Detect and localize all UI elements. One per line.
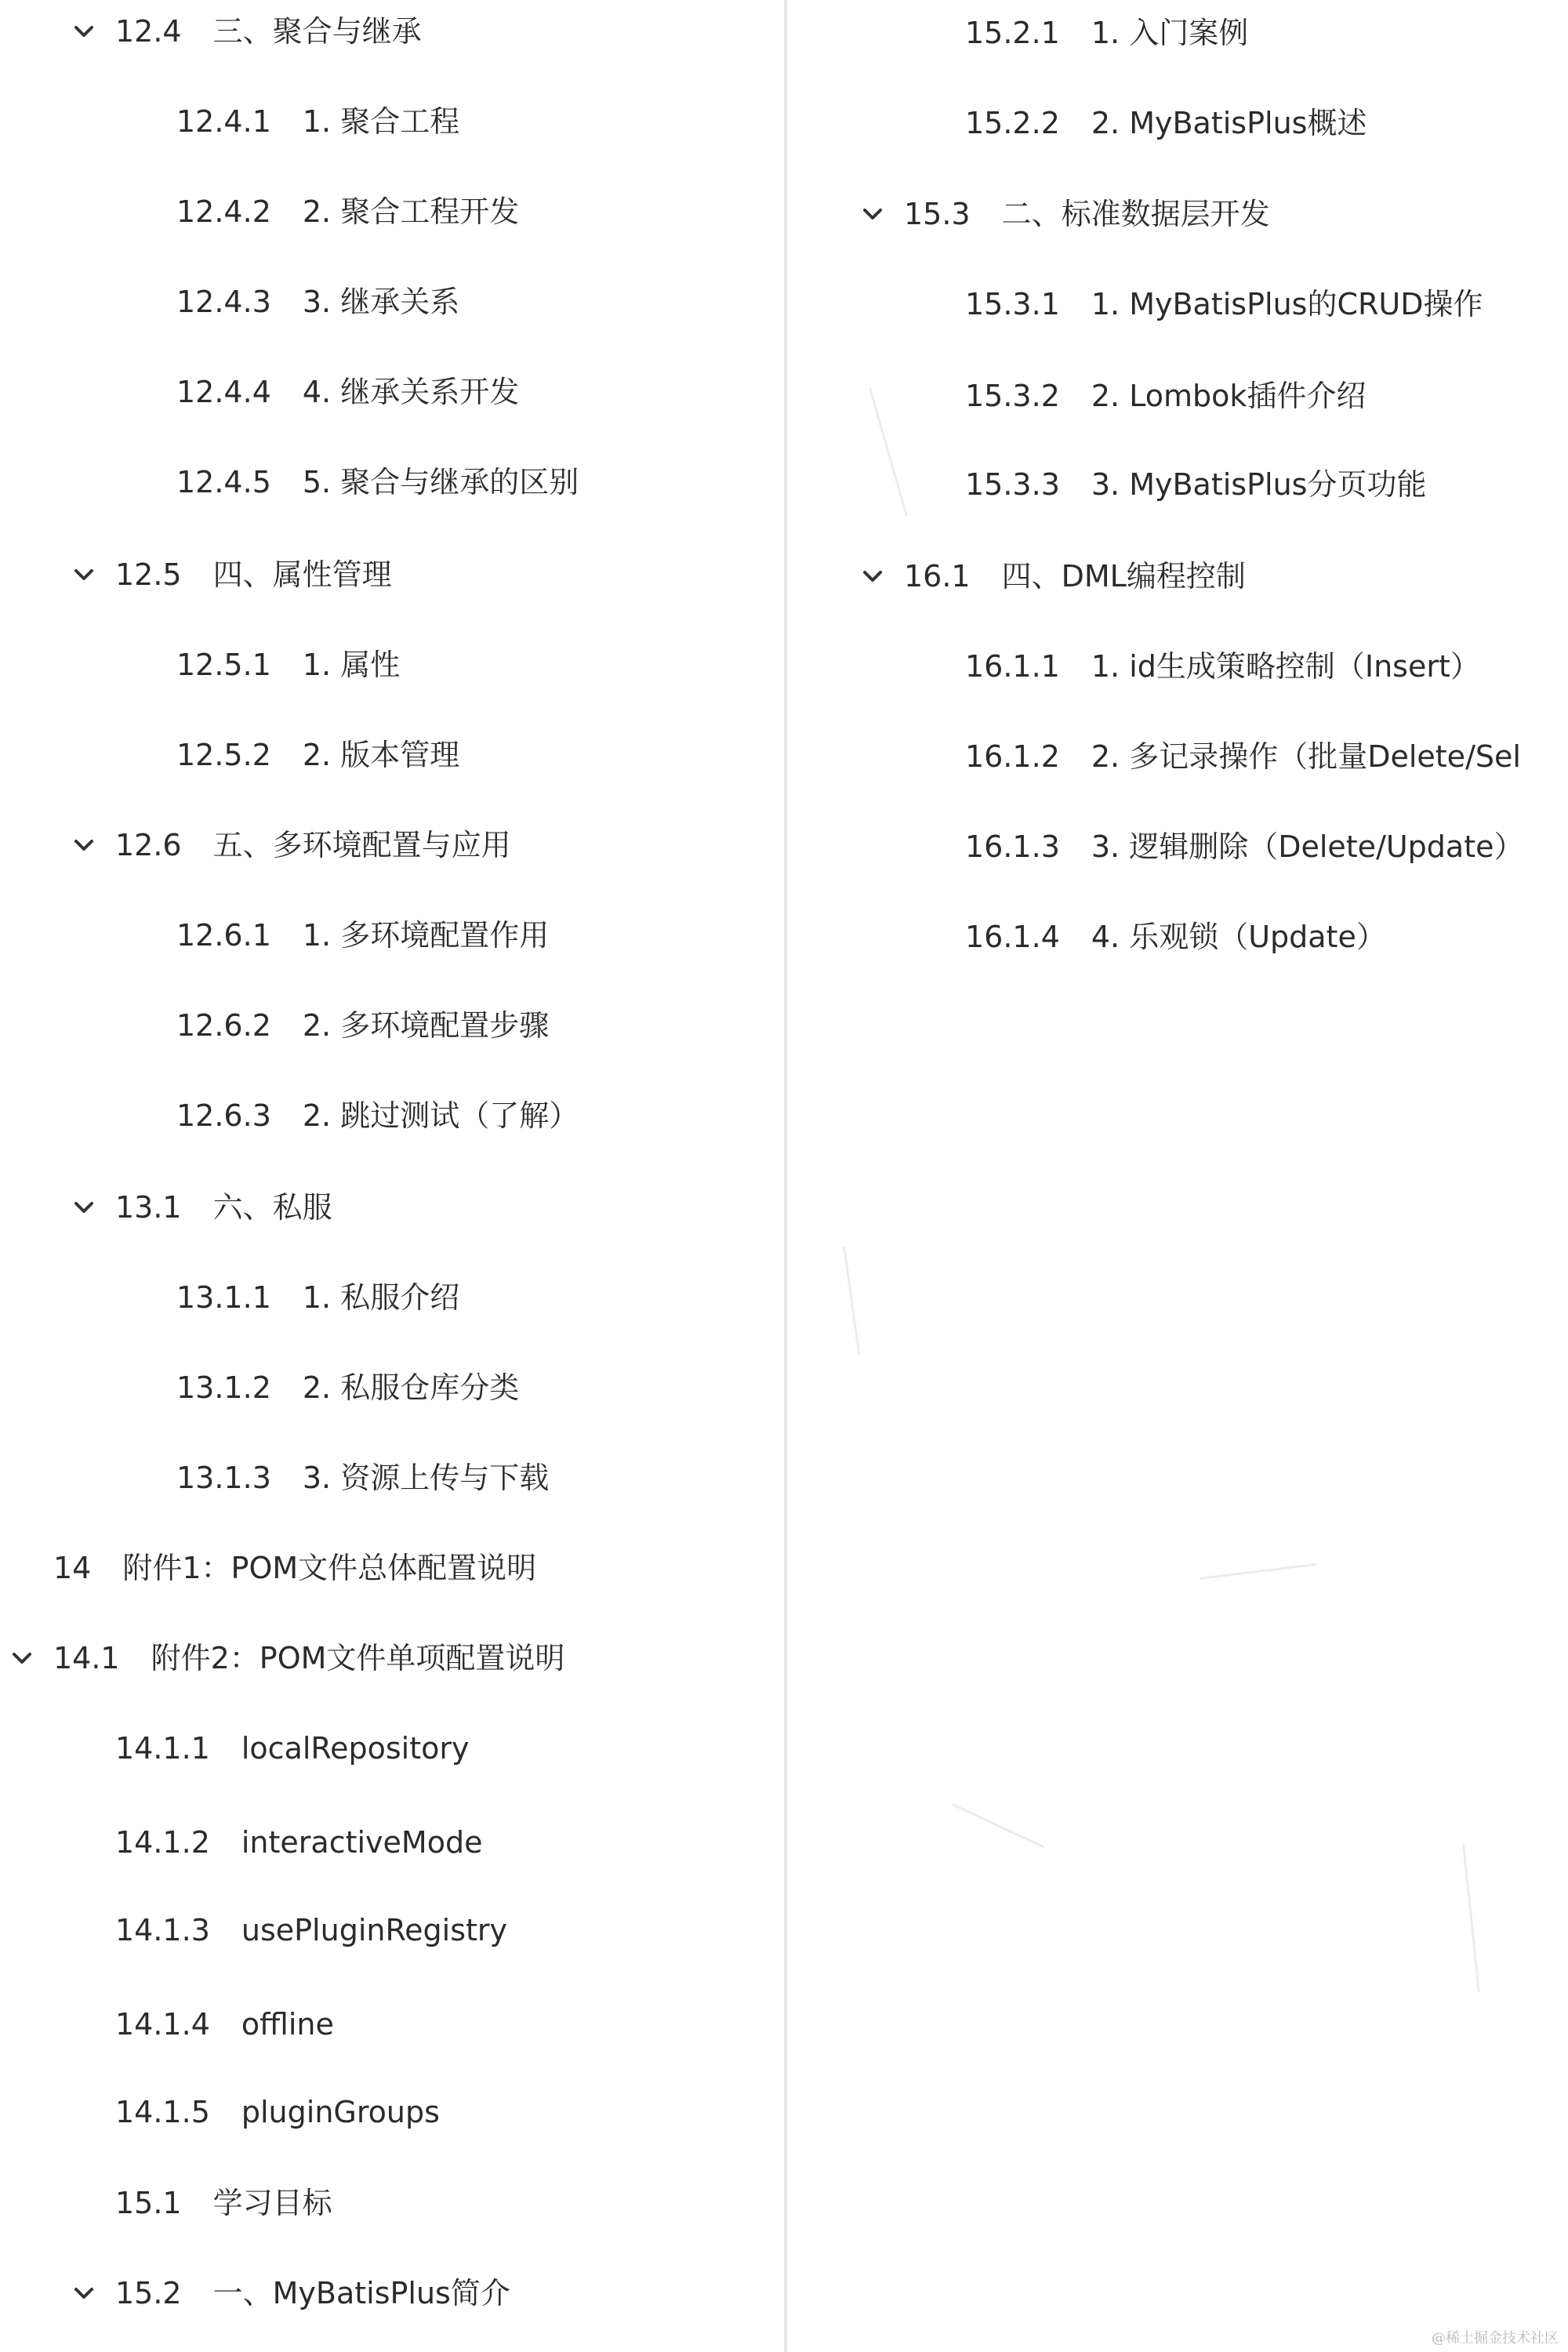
toc-item-number: 15.3.3 — [965, 467, 1060, 502]
toc-column-right — [789, 0, 1568, 2352]
chevron-down-icon[interactable] — [68, 822, 100, 869]
toc-item-number: 12.4.4 — [176, 375, 271, 409]
toc-item-number: 14.1.5 — [115, 2095, 210, 2129]
toc-item-title: 三、聚合与继承 — [212, 14, 422, 49]
toc-item-number: 15.3.2 — [965, 379, 1060, 413]
toc-item-title: 3. MyBatisPlus分页功能 — [1091, 467, 1427, 502]
toc-item-number: 12.4.3 — [176, 285, 271, 319]
chevron-down-icon[interactable] — [857, 553, 888, 600]
toc-item-number: 16.1.1 — [965, 649, 1060, 684]
chevron-down-icon[interactable] — [857, 191, 888, 238]
toc-item-number: 14.1.4 — [115, 2007, 210, 2042]
toc-item-number: 16.1.4 — [965, 920, 1060, 954]
watermark: @稀土掘金技术社区 — [1432, 2330, 1559, 2347]
toc-item-title: 附件2：POM文件单项配置说明 — [151, 1641, 565, 1675]
toc-item-number: 16.1.2 — [965, 739, 1060, 774]
toc-item-title: 五、多环境配置与应用 — [212, 828, 511, 862]
toc-item-number: 13.1.1 — [176, 1280, 271, 1315]
toc-item-number: 14.1 — [53, 1641, 120, 1675]
toc-item-title: 3. 逻辑删除（Delete/Update） — [1091, 829, 1524, 864]
toc-item-number: 15.2 — [115, 2276, 182, 2310]
toc-item-title: 1. 入门案例 — [1091, 16, 1249, 50]
toc-item-number: 14.1.1 — [115, 1731, 210, 1766]
toc-item-title: 四、属性管理 — [212, 557, 392, 592]
toc-item-number: 16.1 — [904, 559, 971, 593]
toc-item-title: 附件1：POM文件总体配置说明 — [122, 1551, 537, 1585]
toc-item-title: 1. 聚合工程 — [302, 104, 460, 139]
toc-item-number: 14.1.3 — [115, 1913, 210, 1947]
toc-item-title: 2. 多环境配置步骤 — [302, 1008, 550, 1043]
toc-item-title: 2. 聚合工程开发 — [302, 194, 520, 229]
toc-item-number: 12.4.1 — [176, 104, 271, 139]
toc-item-title: 六、私服 — [212, 1190, 332, 1225]
toc-item-number: 12.6.3 — [176, 1098, 271, 1133]
chevron-down-icon[interactable] — [68, 1184, 100, 1231]
toc-item-number: 12.6.1 — [176, 918, 271, 953]
toc-item-title: 2. MyBatisPlus概述 — [1091, 106, 1367, 140]
chevron-down-icon[interactable] — [68, 551, 100, 598]
toc-item-title: 1. id生成策略控制（Insert） — [1091, 649, 1480, 684]
toc-item-number: 13.1.2 — [176, 1370, 271, 1405]
toc-item-number: 15.2.2 — [965, 106, 1060, 140]
toc-item-title: usePluginRegistry — [241, 1913, 508, 1947]
toc-item-number: 12.4.5 — [176, 465, 271, 499]
toc-item-title: 学习目标 — [212, 2186, 332, 2220]
toc-item-number: 12.4.2 — [176, 194, 271, 229]
toc-item-title: 5. 聚合与继承的区别 — [302, 465, 579, 499]
toc-item-number: 15.1 — [115, 2186, 182, 2220]
toc-item-title: 二、标准数据层开发 — [1001, 197, 1270, 231]
toc-item-title: pluginGroups — [241, 2095, 440, 2129]
toc-item-title: 1. 多环境配置作用 — [302, 918, 550, 953]
toc-item-number: 12.5 — [115, 557, 182, 592]
toc-item-title: 2. 私服仓库分类 — [302, 1370, 520, 1405]
toc-item-title: 2. 版本管理 — [302, 738, 460, 772]
toc-item-number: 13.1.3 — [176, 1461, 271, 1495]
toc-item-title: 2. 多记录操作（批量Delete/Sel — [1091, 739, 1521, 774]
toc-item-number: 12.5.2 — [176, 738, 271, 772]
toc-item-title: 4. 乐观锁（Update） — [1091, 920, 1386, 954]
toc-item-title: 1. MyBatisPlus的CRUD操作 — [1091, 287, 1483, 321]
toc-item-number: 15.2.1 — [965, 16, 1060, 50]
toc-item-number: 12.6 — [115, 828, 182, 862]
toc-item-title: 2. 跳过测试（了解） — [302, 1098, 579, 1133]
column-divider — [784, 0, 787, 2352]
toc-item-title: offline — [241, 2007, 334, 2042]
toc-item-number: 15.3.1 — [965, 287, 1060, 321]
chevron-down-icon[interactable] — [68, 2270, 100, 2317]
toc-item-title: 3. 资源上传与下载 — [302, 1461, 550, 1495]
toc-item-title: 1. 私服介绍 — [302, 1280, 460, 1315]
toc-item-title: 四、DML编程控制 — [1001, 559, 1246, 593]
toc-item-number: 12.6.2 — [176, 1008, 271, 1043]
toc-item-number: 12.5.1 — [176, 648, 271, 682]
toc-item-title: interactiveMode — [241, 1825, 483, 1860]
toc-item-title: 4. 继承关系开发 — [302, 375, 520, 409]
chevron-down-icon[interactable] — [68, 8, 100, 55]
toc-item-title: 2. Lombok插件介绍 — [1091, 379, 1367, 413]
toc-item-title: localRepository — [241, 1731, 470, 1766]
toc-item-title: 3. 继承关系 — [302, 285, 460, 319]
toc-item-number: 16.1.3 — [965, 829, 1060, 864]
toc-item-title: 1. 属性 — [302, 648, 401, 682]
toc-item-number: 14.1.2 — [115, 1825, 210, 1860]
toc-item-title: 一、MyBatisPlus简介 — [212, 2276, 510, 2310]
toc-item-number: 13.1 — [115, 1190, 182, 1225]
toc-item-number: 12.4 — [115, 14, 182, 49]
chevron-down-icon[interactable] — [6, 1635, 38, 1682]
toc-item-number: 14 — [53, 1551, 92, 1585]
toc-item-number: 15.3 — [904, 197, 971, 231]
